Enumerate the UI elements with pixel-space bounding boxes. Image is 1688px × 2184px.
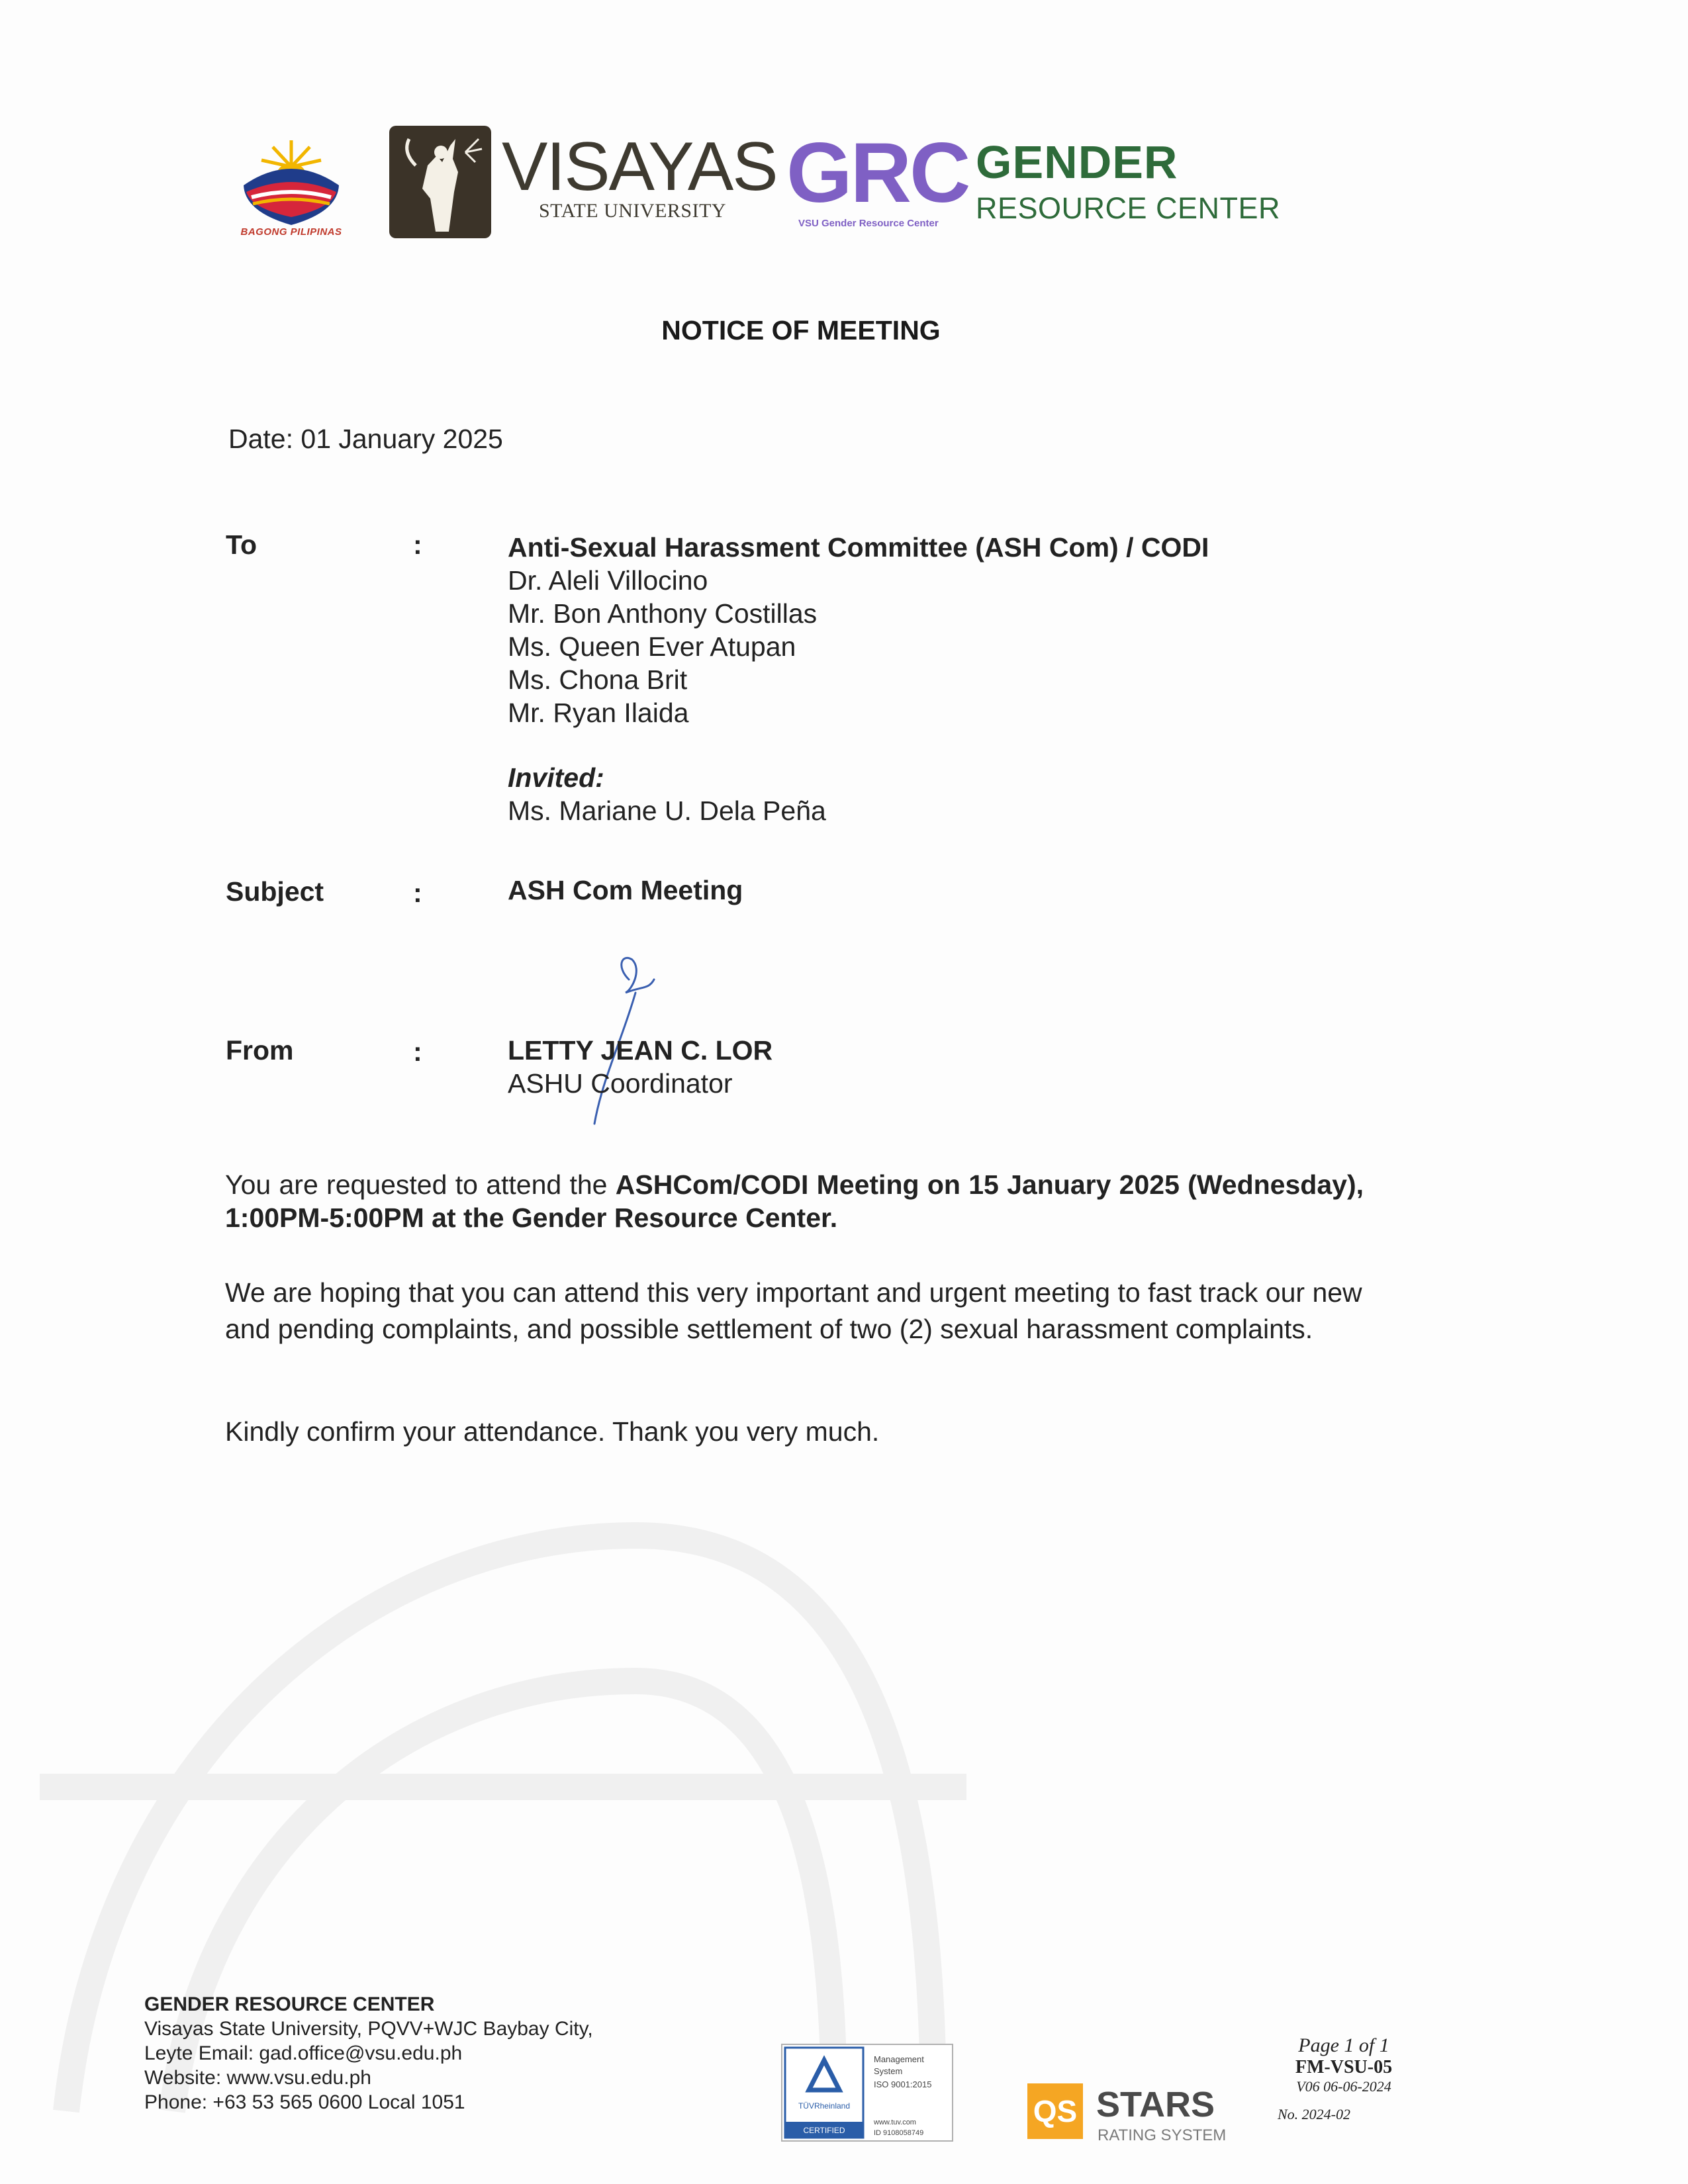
paragraph-closing: Kindly confirm your attendance. Thank you very much. xyxy=(225,1416,880,1447)
recipient: Mr. Bon Anthony Costillas xyxy=(508,598,818,629)
grc-caption: VSU Gender Resource Center xyxy=(798,218,939,229)
vsu-name: VISAYAS xyxy=(502,128,777,205)
bagong-pilipinas-text: BAGONG PILIPINAS xyxy=(240,226,342,238)
subject-label: Subject xyxy=(226,876,324,907)
svg-text:CERTIFIED: CERTIFIED xyxy=(803,2126,845,2135)
svg-text:ID 9108058749: ID 9108058749 xyxy=(874,2129,924,2137)
paragraph-request xyxy=(225,1168,1364,1234)
footer-heading: GENDER RESOURCE CENTER xyxy=(144,1993,435,2015)
svg-text:RATING SYSTEM: RATING SYSTEM xyxy=(1098,2126,1227,2144)
footer-address xyxy=(144,1992,593,2115)
svg-text:STARS: STARS xyxy=(1096,2085,1215,2124)
from-block xyxy=(508,1034,773,1100)
invited-name: Ms. Mariane U. Dela Peña xyxy=(508,796,826,826)
subject-value: ASH Com Meeting xyxy=(508,875,743,905)
to-block xyxy=(508,531,1209,827)
svg-text:TÜVRheinland: TÜVRheinland xyxy=(798,2101,851,2111)
document-date: Date: 01 January 2025 xyxy=(228,424,503,454)
footer-line: Leyte Email: gad.office@vsu.edu.ph xyxy=(144,2042,463,2064)
from-label: From xyxy=(226,1035,294,1066)
recipient: Ms. Queen Ever Atupan xyxy=(508,631,796,662)
gender-title-line1: GENDER xyxy=(976,136,1178,188)
svg-text:www.tuv.com: www.tuv.com xyxy=(874,2118,916,2126)
form-number: No. 2024-02 xyxy=(1278,2106,1350,2122)
qs-stars-badge xyxy=(1027,2078,1233,2144)
to-colon: : xyxy=(413,529,422,560)
paragraph-request-lead: You are requested to attend the xyxy=(225,1169,616,1200)
recipient: Ms. Chona Brit xyxy=(508,664,688,695)
paragraph-purpose: We are hoping that you can attend this very important and urgent meeting to fast track our new and pending complaints, and possible settlement of two (2) sexual harassment complaints. xyxy=(225,1277,1362,1344)
svg-text:Management: Management xyxy=(874,2054,924,2064)
from-title: ASHU Coordinator xyxy=(508,1068,733,1099)
recipient: Dr. Aleli Villocino xyxy=(508,565,708,596)
grc-logo-text: GRC xyxy=(786,126,969,220)
page-number: Page 1 of 1 xyxy=(1298,2034,1389,2056)
tuv-certification-badge xyxy=(781,2044,953,2142)
to-label: To xyxy=(226,529,258,560)
svg-text:QS: QS xyxy=(1033,2094,1078,2128)
document-title: NOTICE OF MEETING xyxy=(661,315,941,345)
vsu-subtitle: STATE UNIVERSITY xyxy=(539,200,727,222)
svg-text:System: System xyxy=(874,2066,903,2076)
svg-text:ISO 9001:2015: ISO 9001:2015 xyxy=(874,2079,932,2089)
invited-label: Invited: xyxy=(508,762,604,793)
form-version: V06 06-06-2024 xyxy=(1296,2078,1391,2095)
footer-line: Visayas State University, PQVV+WJC Baybay City, xyxy=(144,2018,593,2040)
footer-line: Website: www.vsu.edu.ph xyxy=(144,2067,371,2089)
from-name: LETTY JEAN C. LOR xyxy=(508,1035,773,1066)
gender-title-line2: RESOURCE CENTER xyxy=(976,191,1281,225)
paragraph-request-details: ASHCom/CODI Meeting on 15 January 2025 (Wednesday), 1:00PM-5:00PM at the Gender Resource Center. xyxy=(225,1169,1364,1233)
form-code: FM-VSU-05 xyxy=(1295,2057,1393,2077)
footer-line: Phone: +63 53 565 0600 Local 1051 xyxy=(144,2091,465,2113)
from-colon: : xyxy=(413,1036,422,1067)
vsu-emblem-logo xyxy=(389,126,491,238)
to-heading: Anti-Sexual Harassment Committee (ASH Com) / CODI xyxy=(508,532,1209,563)
subject-colon: : xyxy=(413,878,422,908)
page-info xyxy=(1278,2034,1410,2123)
recipient: Mr. Ryan Ilaida xyxy=(508,698,689,728)
